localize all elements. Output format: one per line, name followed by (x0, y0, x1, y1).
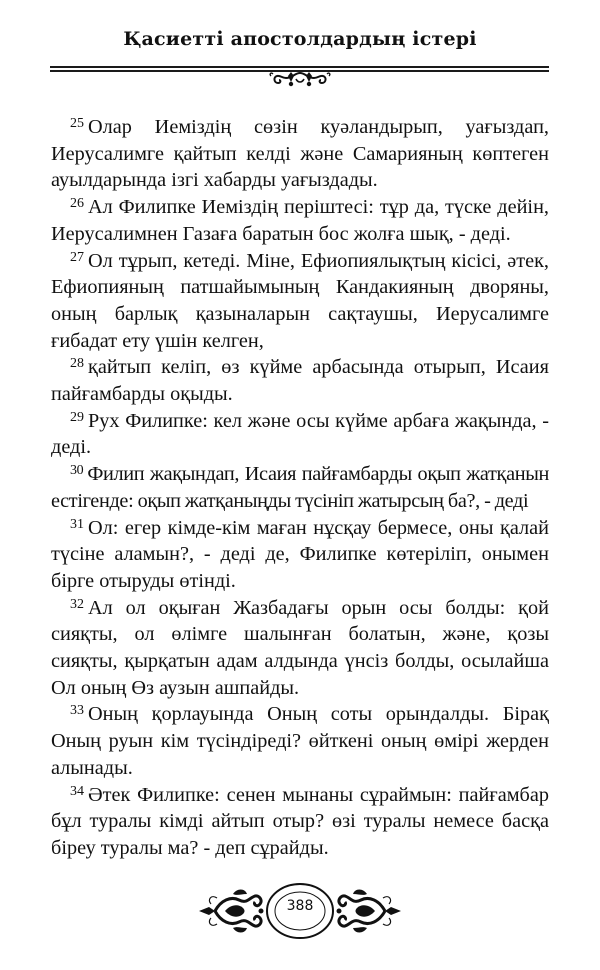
verse-text: Ол: егер кімде-кім маған нұсқау бермесе, оны қалай түсіне аламын?, - деді де, Филипке көтеріліп, онымен бірге отыруды өтінді. (51, 516, 549, 592)
verse-number: 27 (70, 249, 84, 265)
verse-text: Рух Филипке: кел және осы күйме арбаға жақында, - деді. (51, 409, 549, 459)
verse-text: Ол тұрып, кетеді. Міне, Ефиопиялықтың кісісі, әтек, Ефиопияның патшайымының Кандакияның дворяны, оның барлық қазыналарын сақтаушы, Иерусалимге ғибадат ету үшін келген, (51, 249, 549, 352)
verse-34 (51, 782, 549, 862)
verse-30 (51, 461, 549, 514)
verse-text: Олар Иеміздің сөзін куәландырып, уағыздап, Иерусалимге қайтып келді және Самарияның көптеген ауылдарында ізгі хабарды уағыздады. (51, 116, 549, 192)
verse-number: 30 (70, 463, 84, 479)
verse-28 (51, 354, 549, 407)
page-number: 388 (286, 898, 314, 914)
verse-31 (51, 515, 549, 595)
verse-number: 32 (70, 596, 84, 612)
verse-26 (51, 194, 549, 247)
scripture-text (51, 114, 549, 862)
verse-text: Филип жақындап, Исаия пайғамбарды оқып жатқанын естігенде: оқып жатқаныңды түсініп жатырсың ба?, - деді (51, 463, 549, 512)
floral-scroll-ornament-icon (262, 70, 338, 88)
verse-number: 28 (70, 356, 84, 372)
verse-number: 33 (70, 703, 84, 719)
verse-27 (51, 248, 549, 355)
verse-33 (51, 701, 549, 781)
verse-text: Әтек Филипке: сенен мынаны сұраймын: пайғамбар бұл туралы кімді айтып отыр? өзі туралы немесе басқа біреу туралы ма? - деп сұрайды. (51, 783, 549, 859)
header-rule-top (50, 66, 549, 68)
verse-text: Ал Филипке Иеміздің періштесі: тұр да, түске дейін, Иерусалимнен Газаға баратын бос жолға шық, - деді. (51, 196, 549, 245)
verse-25 (51, 114, 549, 194)
running-header-title: Қасиетті апостолдардың істері (123, 28, 477, 50)
verse-29 (51, 408, 549, 461)
verse-number: 31 (70, 516, 84, 532)
verse-number: 26 (70, 196, 84, 212)
verse-text: Ал ол оқыған Жазбадағы орын осы болды: қой сияқты, ол өлімге шалынған болатын, және, қозы сияқты, қырқатын адам алдында үнсіз болды, осылайша Ол оның Өз аузын ашпайды. (51, 596, 549, 699)
verse-number: 34 (70, 783, 84, 799)
verse-text: қайтып келіп, өз күйме арбасында отырып, Исаия пайғамбарды оқыды. (51, 356, 549, 406)
verse-32 (51, 595, 549, 702)
verse-number: 25 (70, 116, 84, 131)
verse-number: 29 (70, 409, 84, 425)
verse-text: Оның қорлауында Оның соты орындалды. Бірақ Оның руын кім түсіндіреді? өйткені оның өмірі жерден алынады. (51, 703, 549, 779)
